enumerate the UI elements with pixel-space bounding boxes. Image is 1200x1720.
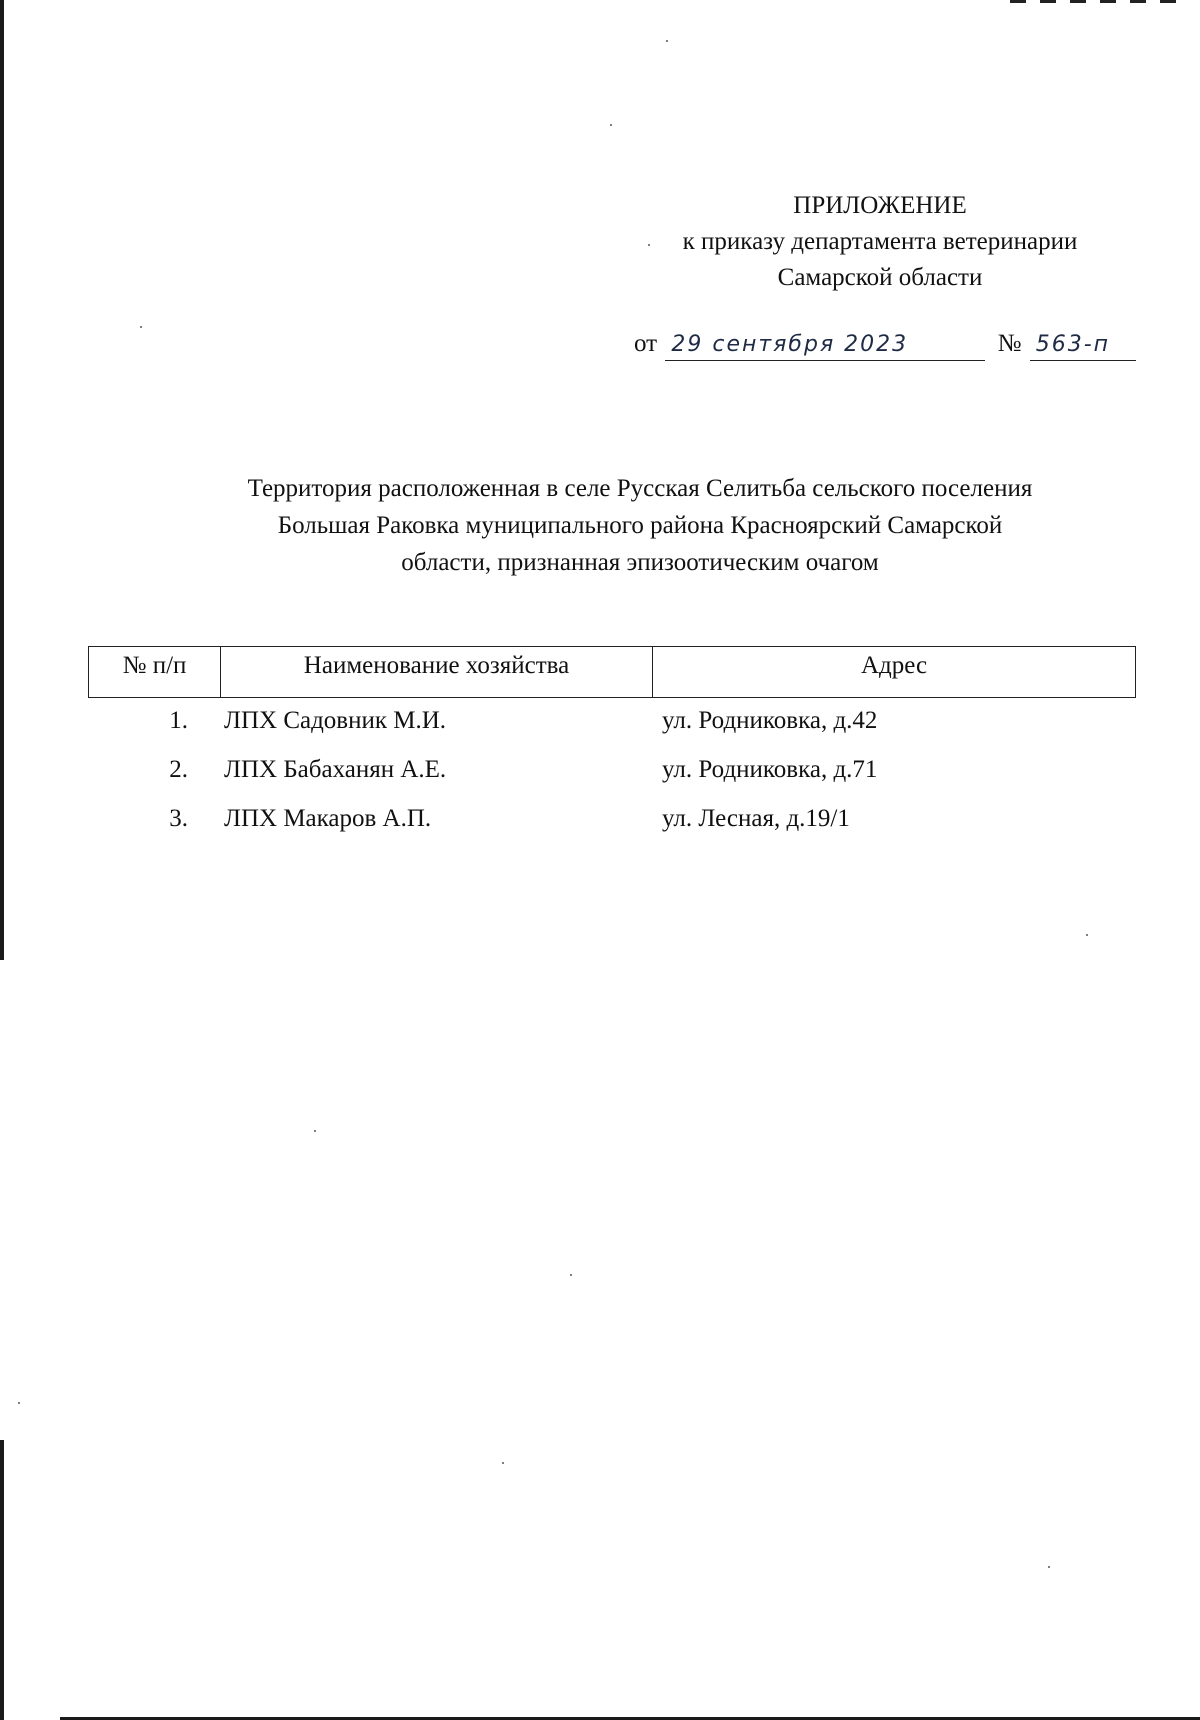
appendix-order-ref: к приказу департамента ветеринарии	[682, 228, 1078, 255]
scan-speck	[502, 1462, 504, 1464]
appendix-header	[600, 188, 1160, 296]
row-number: 2.	[169, 756, 188, 783]
row-number: 3.	[169, 805, 188, 832]
scan-speck	[570, 1274, 572, 1276]
farm-name: ЛПХ Садовник М.И.	[224, 707, 447, 734]
scan-speck	[610, 124, 612, 126]
document-title	[160, 470, 1120, 581]
farm-address: ул. Лесная, д.19/1	[662, 805, 850, 832]
table-row	[88, 700, 1136, 749]
scan-edge-top	[1010, 0, 1180, 3]
column-header-name: Наименование хозяйства	[221, 647, 653, 697]
order-date-prefix: от	[634, 330, 658, 357]
scan-speck	[18, 1402, 20, 1404]
document-title-line: области, признанная эпизоотическим очагом	[401, 549, 879, 576]
farm-address: ул. Родниковка, д.71	[662, 756, 878, 783]
order-date-number	[634, 330, 1136, 361]
column-header-address: Адрес	[860, 652, 928, 679]
scan-speck	[314, 1130, 316, 1132]
farm-name: ЛПХ Бабаханян А.Е.	[224, 756, 447, 783]
scan-speck	[140, 326, 142, 328]
order-number-label: №	[997, 330, 1022, 357]
document-title-line: Территория расположенная в селе Русская Селитьба сельского поселения	[247, 475, 1033, 502]
scan-speck	[666, 40, 668, 42]
appendix-title: ПРИЛОЖЕНИЕ	[793, 192, 967, 219]
appendix-region: Самарской области	[777, 264, 983, 291]
order-number-handwritten: 563-п	[1030, 330, 1136, 361]
column-header-number: № п/п	[89, 647, 221, 697]
scan-speck	[1086, 934, 1088, 936]
table-row	[88, 749, 1136, 798]
order-date-handwritten: 29 сентября 2023	[665, 330, 985, 361]
farm-address: ул. Родниковка, д.42	[662, 707, 878, 734]
table-row	[88, 798, 1136, 847]
table-header-row	[88, 646, 1136, 698]
table-body	[88, 700, 1136, 847]
scan-edge-left	[0, 0, 4, 960]
document-title-line: Большая Раковка муниципального района Красноярский Самарской	[277, 512, 1003, 539]
scan-edge-left-lower	[0, 1440, 4, 1720]
row-number: 1.	[169, 707, 188, 734]
farm-name: ЛПХ Макаров А.П.	[224, 805, 432, 832]
scan-speck	[1048, 1566, 1050, 1568]
